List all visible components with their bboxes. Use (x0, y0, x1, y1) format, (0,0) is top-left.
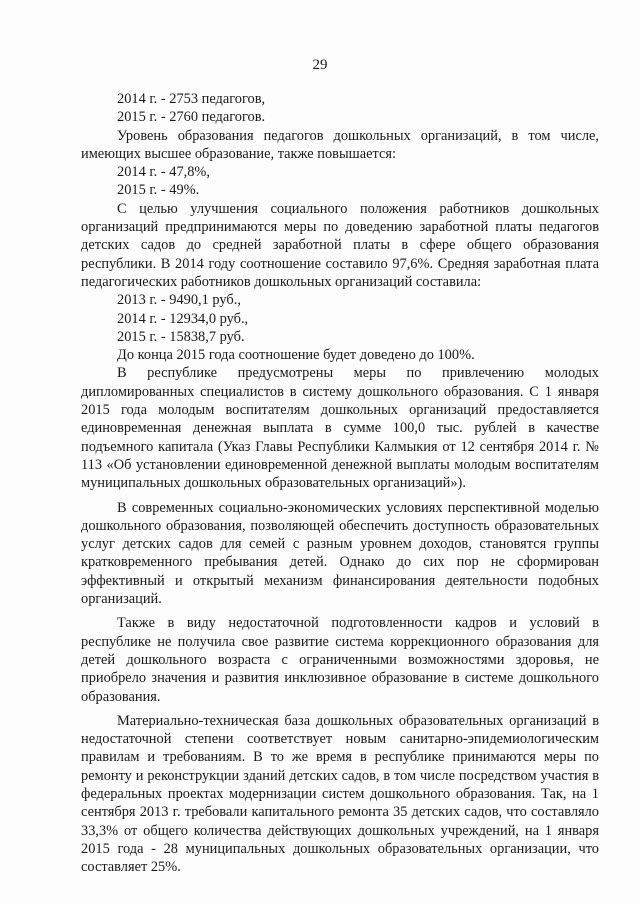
paragraph: В республике предусмотрены меры по привлечению молодых дипломированных специалистов в систему дошкольного образования. С 1 января 2015 года молодым воспитателям дошкольных организаций предоставляется единовременная денежная выплата в сумме 100,0 тыс. рублей в качестве подъемного капитала (Указ Главы Республики Калмыкия от 12 сентября 2014 г. № 113 «Об установлении единовременной денежной выплаты молодым воспитателям муниципальных дошкольных образовательных организаций»). (81, 365, 599, 492)
stat-line: 2014 г. - 2753 педагогов, (117, 91, 266, 107)
paragraph: С целью улучшения социального положения работников дошкольных организаций предпринимаются меры по доведению заработной платы педагогов детских садов до средней заработной платы в сфере общего образования республики. В 2014 году соотношение составило 97,6%. Средняя заработная плата педагогических работников дошкольных организаций составила: (81, 200, 599, 290)
paragraph: Уровень образования педагогов дошкольных организаций, в том числе, имеющих высшее образование, также повышается: (81, 127, 599, 162)
stat-line: 2014 г. - 12934,0 руб., (117, 310, 249, 327)
paragraph: Материально-техническая база дошкольных образовательных организаций в недостаточной степени соответствует новым санитарно-эпидемиологическим правилам и требованиям. В то же время в республике принимаются меры по ремонту и реконструкции зданий детских садов, в том числе посредством участия в федеральных проектах модернизации систем дошкольного образования. Так, на 1 сентября 2013 г. требовали капитального ремонта 35 детских садов, что составляло 33,3% от общего количества действующих дошкольных учреждений, на 1 января 2015 года - 28 муниципальных дошкольных образовательных организации, что составляет 25%. (81, 712, 599, 876)
stat-line: 2013 г. - 9490,1 руб., (117, 292, 241, 309)
paragraph: В современных социально-экономических условиях перспективной моделью дошкольного образования, позволяющей обеспечить доступность образовательных услуг детских садов для семей с разным уровнем доходов, становятся группы кратковременного пребывания детей. Однако до сих пор не сформирован эффективный и открытый механизм финансирования деятельности подобных организаций. (81, 499, 599, 608)
stat-line: 2014 г. - 47,8%, (117, 164, 211, 181)
stat-line: 2015 г. - 49%. (117, 182, 200, 199)
page-number: 29 (312, 57, 328, 73)
paragraph: До конца 2015 года соотношение будет доведено до 100%. (117, 347, 475, 364)
paragraph: Также в виду недостаточной подготовленности кадров и условий в республике не получила свое развитие система коррекционного образования для детей дошкольного возраста с ограниченными возможностями здоровья, не приобрело значения и развития инклюзивное образование в системе дошкольного образования. (81, 615, 599, 705)
document-body (81, 90, 599, 876)
stat-line: 2015 г. - 2760 педагогов. (117, 109, 266, 126)
stat-line: 2015 г. - 15838,7 руб. (117, 328, 245, 345)
